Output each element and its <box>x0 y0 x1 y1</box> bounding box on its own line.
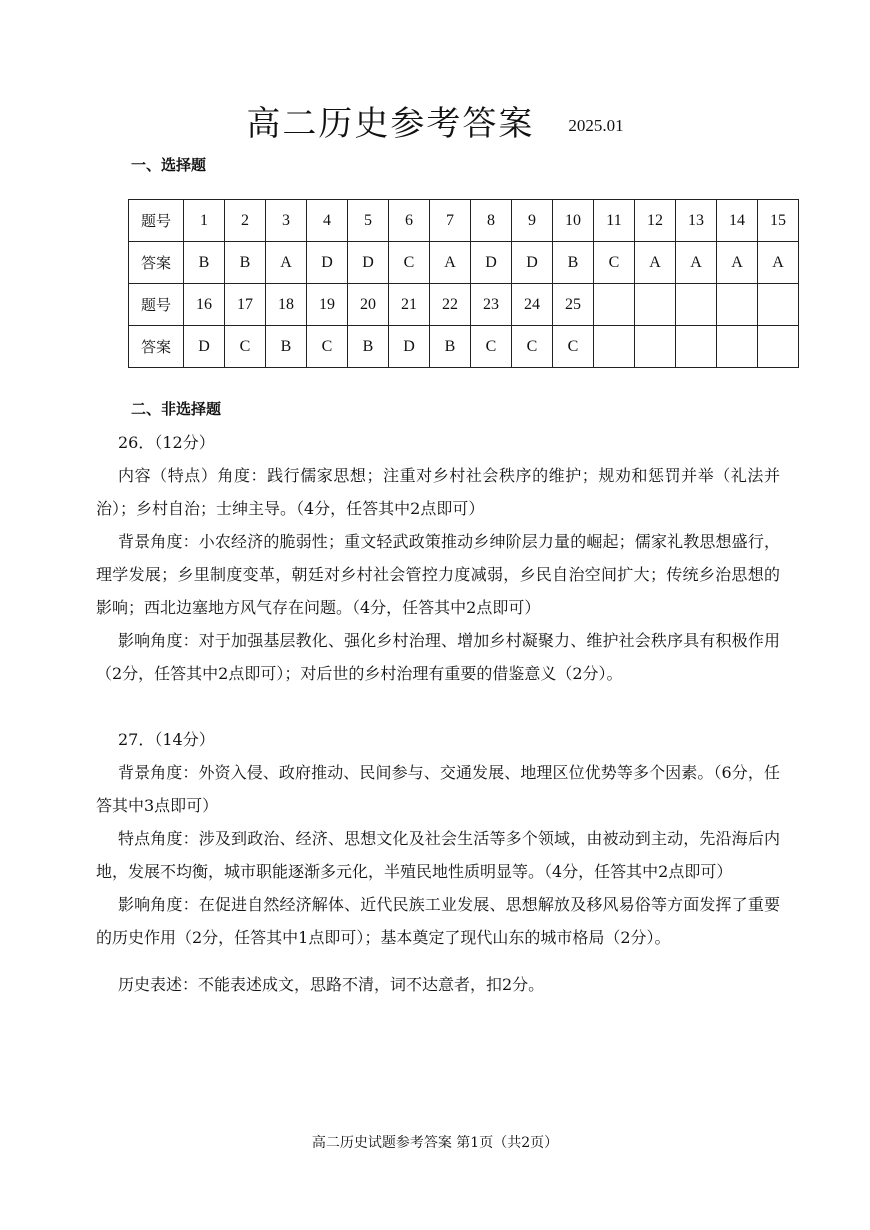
question-number: 13 <box>676 200 717 242</box>
row-label-question: 题号 <box>129 284 184 326</box>
question-number: 12 <box>635 200 676 242</box>
section-heading-choice: 一、选择题 <box>131 156 207 174</box>
answer-cell: C <box>225 326 266 368</box>
answer-cell: B <box>430 326 471 368</box>
answer-cell: C <box>389 242 430 284</box>
question-27-expression-paragraph: 历史表述：不能表述成文，思路不清，词不达意者，扣2分。 <box>118 975 545 994</box>
answer-cell: A <box>430 242 471 284</box>
question-27-background-paragraph: 背景角度：外资入侵、政府推动、民间参与、交通发展、地理区位优势等多个因素。（6分，任答其中3点即可） <box>96 763 780 815</box>
answer-cell: B <box>225 242 266 284</box>
row-label-answer: 答案 <box>129 326 184 368</box>
answer-cell: A <box>635 242 676 284</box>
answer-cell: C <box>594 242 635 284</box>
question-number: 17 <box>225 284 266 326</box>
question-number: 2 <box>225 200 266 242</box>
question-number: 9 <box>512 200 553 242</box>
answer-cell: C <box>307 326 348 368</box>
question-number: 11 <box>594 200 635 242</box>
question-number: 7 <box>430 200 471 242</box>
question-number: 18 <box>266 284 307 326</box>
answer-cell: A <box>266 242 307 284</box>
question-number: 6 <box>389 200 430 242</box>
table-row-questions-2 <box>129 284 799 326</box>
section-heading-essay: 二、非选择题 <box>131 400 222 418</box>
question-26-background-paragraph: 背景角度：小农经济的脆弱性；重文轻武政策推动乡绅阶层力量的崛起；儒家礼教思想盛行，理学发展；乡里制度变革，朝廷对乡村社会管控力度减弱，乡民自治空间扩大；传统乡治思想的影响；西北边塞地方风气存在问题。（4分，任答其中2点即可） <box>96 532 780 617</box>
question-number: 24 <box>512 284 553 326</box>
answer-cell: D <box>389 326 430 368</box>
page-footer: 高二历史试题参考答案 第1页（共2页） <box>311 1135 559 1151</box>
empty-cell <box>635 284 676 326</box>
empty-cell <box>717 326 758 368</box>
empty-cell <box>758 326 799 368</box>
answer-cell: D <box>512 242 553 284</box>
question-number: 8 <box>471 200 512 242</box>
answer-cell: D <box>307 242 348 284</box>
question-number: 23 <box>471 284 512 326</box>
empty-cell <box>676 326 717 368</box>
question-number: 1 <box>184 200 225 242</box>
question-26-impact-paragraph: 影响角度：对于加强基层教化、强化乡村治理、增加乡村凝聚力、维护社会秩序具有积极作用（2分，任答其中2点即可）；对后世的乡村治理有重要的借鉴意义（2分）。 <box>96 631 780 683</box>
answer-cell: A <box>676 242 717 284</box>
question-number: 4 <box>307 200 348 242</box>
row-label-answer: 答案 <box>129 242 184 284</box>
question-number: 3 <box>266 200 307 242</box>
empty-cell <box>717 284 758 326</box>
answer-cell: B <box>348 326 389 368</box>
question-27-block <box>96 723 780 1001</box>
answer-table <box>128 199 799 368</box>
answer-cell: D <box>471 242 512 284</box>
question-27-features-paragraph: 特点角度：涉及到政治、经济、思想文化及社会生活等多个领域，由被动到主动，先沿海后内地，发展不均衡，城市职能逐渐多元化，半殖民地性质明显等。（4分，任答其中2点即可） <box>96 829 780 881</box>
row-label-question: 题号 <box>129 200 184 242</box>
answer-cell: A <box>758 242 799 284</box>
answer-cell: A <box>717 242 758 284</box>
question-26-content-paragraph: 内容（特点）角度：践行儒家思想；注重对乡村社会秩序的维护；规劝和惩罚并举（礼法并治）；乡村自治；士绅主导。（4分，任答其中2点即可） <box>96 466 780 518</box>
table-row-answers-1 <box>129 242 799 284</box>
question-number: 14 <box>717 200 758 242</box>
answer-cell: C <box>553 326 594 368</box>
answer-cell: D <box>348 242 389 284</box>
answer-cell: D <box>184 326 225 368</box>
question-26-heading: 26．（12分） <box>118 433 215 452</box>
empty-cell <box>594 284 635 326</box>
answer-cell: B <box>553 242 594 284</box>
page-header <box>0 96 870 145</box>
question-number: 5 <box>348 200 389 242</box>
question-27-impact-paragraph: 影响角度：在促进自然经济解体、近代民族工业发展、思想解放及移风易俗等方面发挥了重要的历史作用（2分，任答其中1点即可）；基本奠定了现代山东的城市格局（2分）。 <box>96 895 780 947</box>
empty-cell <box>594 326 635 368</box>
empty-cell <box>635 326 676 368</box>
table-row-answers-2 <box>129 326 799 368</box>
question-number: 10 <box>553 200 594 242</box>
answer-cell: B <box>266 326 307 368</box>
page-title: 高二历史参考答案 <box>246 104 535 144</box>
question-number: 20 <box>348 284 389 326</box>
question-number: 16 <box>184 284 225 326</box>
question-number: 15 <box>758 200 799 242</box>
question-number: 22 <box>430 284 471 326</box>
table-row-questions-1 <box>129 200 799 242</box>
answer-cell: C <box>512 326 553 368</box>
question-number: 25 <box>553 284 594 326</box>
question-27-heading: 27．（14分） <box>118 730 215 749</box>
question-number: 19 <box>307 284 348 326</box>
empty-cell <box>758 284 799 326</box>
question-26-block <box>96 426 780 690</box>
question-number: 21 <box>389 284 430 326</box>
answer-cell: C <box>471 326 512 368</box>
empty-cell <box>676 284 717 326</box>
answer-cell: B <box>184 242 225 284</box>
exam-date: 2025.01 <box>568 116 624 135</box>
